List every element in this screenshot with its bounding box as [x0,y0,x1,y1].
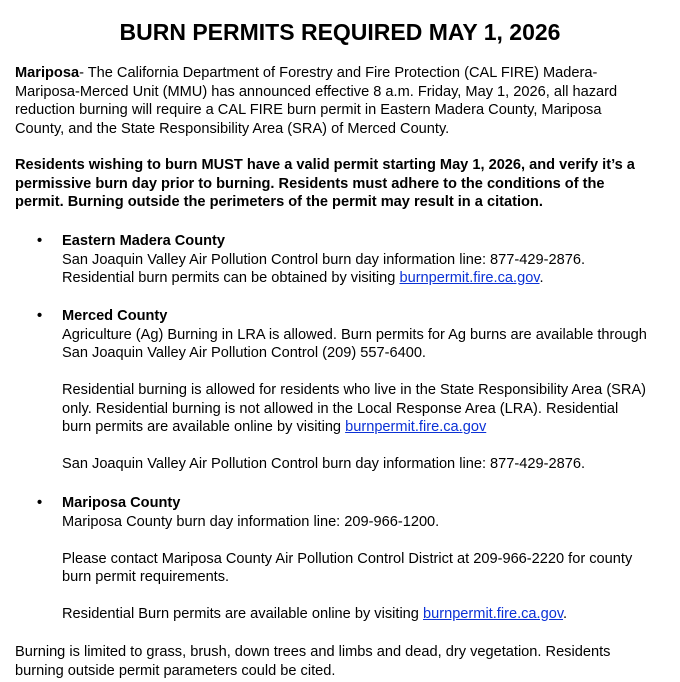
merced-spacer-1 [62,363,680,382]
mariposa-p3-suffix: . [563,606,568,622]
bullet-mariposa: • [37,495,43,511]
section-merced [62,307,680,474]
heading-eastern-madera: Eastern Madera County [62,233,226,249]
section-eastern-madera [62,232,680,288]
bullet-madera: • [37,233,43,249]
intro-line-2: Mariposa-Merced Unit (MMU) has announced effective 8 a.m. Friday, May 1, 2026, all hazard [15,83,618,100]
intro-line-1 [15,64,680,83]
bullet-merced: • [37,308,43,324]
warning-line-2: permissive burn day prior to burning. Residents must adhere to the conditions of the [15,175,605,192]
heading-mariposa: Mariposa County [62,495,181,511]
intro-paragraph [15,64,680,138]
closing-paragraph [15,643,680,680]
intro-place: Mariposa [15,65,80,81]
merced-spacer-2 [62,437,680,456]
merced-p1-line-1: Agriculture (Ag) Burning in LRA is allowed. Burn permits for Ag burns are available through [62,326,647,343]
madera-line-2 [62,269,680,288]
page-title: BURN PERMITS REQUIRED MAY 1, 2026 [119,19,561,45]
mariposa-permit-link[interactable]: burnpermit.fire.ca.gov [422,606,564,622]
section-mariposa [62,494,680,624]
mariposa-p1: Mariposa County burn day information line: 209-966-1200. [62,513,440,530]
intro-line-1-rest: - The California Department of Forestry and Fire Protection (CAL FIRE) Madera- [79,65,598,81]
madera-permit-link[interactable]: burnpermit.fire.ca.gov [399,270,540,286]
mariposa-spacer-1 [62,531,680,550]
warning-paragraph [15,156,680,212]
merced-p3: San Joaquin Valley Air Pollution Control burn day information line: 877-429-2876. [62,456,585,472]
closing-line-1: Burning is limited to grass, brush, down trees and limbs and dead, dry vegetation. Residents [15,644,611,660]
heading-merced: Merced County [62,308,168,324]
mariposa-spacer-2 [62,587,680,606]
merced-p2-line-1: Residential burning is allowed for residents who live in the State Responsibility Area (SRA) [62,382,647,398]
madera-line-1: San Joaquin Valley Air Pollution Control burn day information line: 877-429-2876. [62,251,585,268]
warning-line-1: Residents wishing to burn MUST have a valid permit starting May 1, 2026, and verify it’s a [15,157,635,173]
madera-line-2-suffix: . [539,270,544,286]
madera-line-2-text: Residential burn permits can be obtained by visiting [62,270,400,286]
warning-line-3: permit. Burning outside the perimeters of the permit may result in a citation. [15,194,543,210]
intro-line-3: reduction burning will require a CAL FIRE burn permit in Eastern Madera County, Mariposa [15,102,602,118]
closing-line-2: burning outside permit parameters could be cited. [15,662,336,679]
merced-p1-line-2: San Joaquin Valley Air Pollution Control (209) 557-6400. [62,345,426,361]
merced-p2-line-2: only. Residential burning is not allowed in the Local Response Area (LRA). Residential [62,400,619,417]
mariposa-p3-text: Residential Burn permits are available online by visiting [62,606,423,622]
intro-line-4: County, and the State Responsibility Area (SRA) of Merced County. [15,120,450,137]
mariposa-p2-line-1: Please contact Mariposa County Air Pollution Control District at 209-966-2220 for county [62,550,633,567]
merced-p2-line-3 [62,418,680,437]
merced-permit-link[interactable]: burnpermit.fire.ca.gov [345,419,487,435]
merced-p2-line-3-text: burn permits are available online by visiting [62,419,346,435]
mariposa-p2-line-2: burn permit requirements. [62,569,230,585]
mariposa-p3 [62,605,680,624]
